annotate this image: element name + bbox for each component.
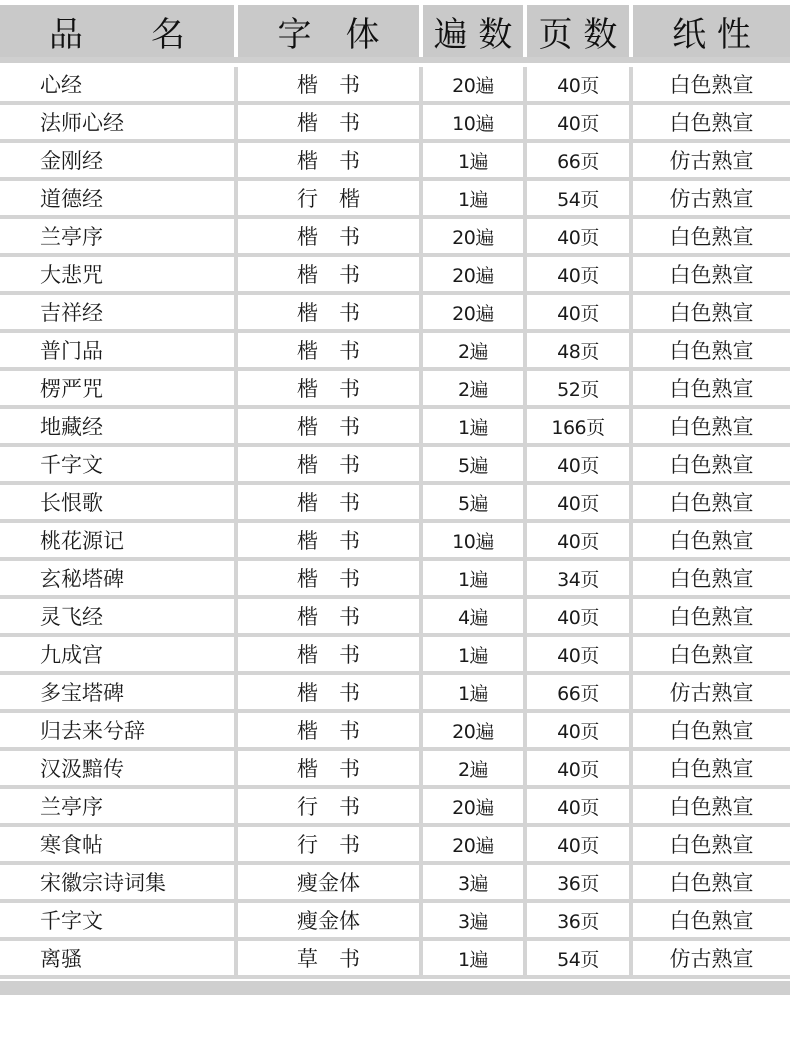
cell-paper: 白色熟宣 xyxy=(669,757,754,781)
cell-name: 心经 xyxy=(0,67,238,101)
cell-paper: 白色熟宣 xyxy=(669,909,754,933)
cell-pages: 48页 xyxy=(527,333,633,367)
cell-paper: 白色熟宣 xyxy=(669,719,754,743)
cell-paper: 白色熟宣 xyxy=(669,225,754,249)
cell-font: 楷 书 xyxy=(238,219,423,253)
cell-font: 瘦金体 xyxy=(238,903,423,937)
table-row xyxy=(0,903,790,941)
table-row xyxy=(0,219,790,257)
cell-name: 大悲咒 xyxy=(0,257,238,291)
cell-pages: 54页 xyxy=(527,181,633,215)
cell-paper: 仿古熟宣 xyxy=(669,187,754,211)
cell-count: 10遍 xyxy=(423,105,527,139)
cell-name: 地藏经 xyxy=(0,409,238,443)
cell-name: 长恨歌 xyxy=(0,485,238,519)
cell-count: 1遍 xyxy=(423,941,527,975)
cell-font: 行 书 xyxy=(238,789,423,823)
cell-pages: 40页 xyxy=(527,789,633,823)
table-row xyxy=(0,333,790,371)
cell-count: 1遍 xyxy=(423,637,527,671)
cell-font: 瘦金体 xyxy=(238,865,423,899)
table-row xyxy=(0,675,790,713)
cell-pages: 166页 xyxy=(527,409,633,443)
table-body xyxy=(0,67,790,979)
cell-paper: 白色熟宣 xyxy=(669,871,754,895)
cell-font: 草 书 xyxy=(238,941,423,975)
cell-pages: 40页 xyxy=(527,599,633,633)
cell-font: 楷 书 xyxy=(238,713,423,747)
cell-paper: 白色熟宣 xyxy=(669,111,754,135)
table-row xyxy=(0,713,790,751)
cell-paper: 白色熟宣 xyxy=(669,491,754,515)
cell-paper: 白色熟宣 xyxy=(669,301,754,325)
cell-count: 20遍 xyxy=(423,257,527,291)
table-header xyxy=(0,5,790,63)
table-row xyxy=(0,561,790,599)
cell-font: 楷 书 xyxy=(238,523,423,557)
cell-pages: 66页 xyxy=(527,675,633,709)
table-row xyxy=(0,409,790,447)
cell-name: 千字文 xyxy=(0,447,238,481)
header-pages: 页 数 xyxy=(527,5,633,57)
cell-font: 楷 书 xyxy=(238,143,423,177)
cell-pages: 40页 xyxy=(527,295,633,329)
table-footer-bar xyxy=(0,981,790,995)
header-paper: 纸 性 xyxy=(633,5,790,57)
cell-name: 金刚经 xyxy=(0,143,238,177)
cell-name: 灵飞经 xyxy=(0,599,238,633)
cell-pages: 40页 xyxy=(527,523,633,557)
cell-paper: 白色熟宣 xyxy=(669,795,754,819)
cell-name: 九成宫 xyxy=(0,637,238,671)
table-row xyxy=(0,599,790,637)
cell-pages: 40页 xyxy=(527,447,633,481)
table-row xyxy=(0,751,790,789)
cell-count: 20遍 xyxy=(423,219,527,253)
cell-name: 楞严咒 xyxy=(0,371,238,405)
cell-count: 1遍 xyxy=(423,561,527,595)
table-row xyxy=(0,865,790,903)
cell-pages: 66页 xyxy=(527,143,633,177)
cell-pages: 40页 xyxy=(527,105,633,139)
cell-paper: 白色熟宣 xyxy=(669,567,754,591)
table-row xyxy=(0,257,790,295)
cell-pages: 40页 xyxy=(527,485,633,519)
cell-pages: 40页 xyxy=(527,219,633,253)
cell-count: 20遍 xyxy=(423,295,527,329)
cell-name: 寒食帖 xyxy=(0,827,238,861)
cell-count: 1遍 xyxy=(423,181,527,215)
cell-paper: 白色熟宣 xyxy=(669,605,754,629)
cell-font: 楷 书 xyxy=(238,295,423,329)
table-row xyxy=(0,827,790,865)
cell-name: 道德经 xyxy=(0,181,238,215)
header-count: 遍 数 xyxy=(423,5,527,57)
cell-font: 楷 书 xyxy=(238,371,423,405)
table-row xyxy=(0,105,790,143)
header-name: 品 名 xyxy=(0,5,238,57)
table-row xyxy=(0,295,790,333)
cell-count: 5遍 xyxy=(423,485,527,519)
cell-paper: 白色熟宣 xyxy=(669,643,754,667)
cell-name: 归去来兮辞 xyxy=(0,713,238,747)
cell-name: 多宝塔碑 xyxy=(0,675,238,709)
table-row xyxy=(0,789,790,827)
table-row xyxy=(0,447,790,485)
cell-font: 楷 书 xyxy=(238,599,423,633)
cell-paper: 仿古熟宣 xyxy=(669,681,754,705)
cell-font: 楷 书 xyxy=(238,67,423,101)
cell-pages: 40页 xyxy=(527,827,633,861)
cell-font: 行 楷 xyxy=(238,181,423,215)
product-table xyxy=(0,5,790,995)
cell-font: 楷 书 xyxy=(238,447,423,481)
cell-paper: 仿古熟宣 xyxy=(669,947,754,971)
cell-paper: 白色熟宣 xyxy=(669,339,754,363)
cell-pages: 36页 xyxy=(527,903,633,937)
cell-name: 汉汲黯传 xyxy=(0,751,238,785)
cell-paper: 白色熟宣 xyxy=(669,73,754,97)
cell-pages: 54页 xyxy=(527,941,633,975)
cell-paper: 白色熟宣 xyxy=(669,833,754,857)
cell-count: 3遍 xyxy=(423,865,527,899)
table-row xyxy=(0,637,790,675)
cell-count: 20遍 xyxy=(423,827,527,861)
cell-count: 20遍 xyxy=(423,789,527,823)
cell-font: 楷 书 xyxy=(238,105,423,139)
cell-pages: 40页 xyxy=(527,257,633,291)
cell-count: 2遍 xyxy=(423,371,527,405)
cell-name: 兰亭序 xyxy=(0,789,238,823)
cell-pages: 34页 xyxy=(527,561,633,595)
cell-font: 楷 书 xyxy=(238,485,423,519)
table-row xyxy=(0,371,790,409)
cell-font: 楷 书 xyxy=(238,561,423,595)
cell-paper: 白色熟宣 xyxy=(669,263,754,287)
table-row xyxy=(0,523,790,561)
cell-count: 4遍 xyxy=(423,599,527,633)
cell-name: 宋徽宗诗词集 xyxy=(0,865,238,899)
cell-pages: 40页 xyxy=(527,751,633,785)
cell-pages: 40页 xyxy=(527,637,633,671)
cell-font: 楷 书 xyxy=(238,333,423,367)
cell-pages: 40页 xyxy=(527,67,633,101)
cell-font: 楷 书 xyxy=(238,637,423,671)
cell-name: 桃花源记 xyxy=(0,523,238,557)
cell-count: 5遍 xyxy=(423,447,527,481)
table-row xyxy=(0,67,790,105)
cell-paper: 白色熟宣 xyxy=(669,377,754,401)
cell-paper: 白色熟宣 xyxy=(669,415,754,439)
cell-count: 10遍 xyxy=(423,523,527,557)
cell-count: 1遍 xyxy=(423,409,527,443)
cell-name: 法师心经 xyxy=(0,105,238,139)
cell-name: 玄秘塔碑 xyxy=(0,561,238,595)
cell-count: 1遍 xyxy=(423,143,527,177)
cell-count: 2遍 xyxy=(423,751,527,785)
cell-paper: 白色熟宣 xyxy=(669,453,754,477)
cell-paper: 仿古熟宣 xyxy=(669,149,754,173)
cell-font: 行 书 xyxy=(238,827,423,861)
cell-paper: 白色熟宣 xyxy=(669,529,754,553)
cell-count: 2遍 xyxy=(423,333,527,367)
cell-pages: 52页 xyxy=(527,371,633,405)
cell-name: 千字文 xyxy=(0,903,238,937)
cell-name: 兰亭序 xyxy=(0,219,238,253)
cell-font: 楷 书 xyxy=(238,751,423,785)
header-font: 字 体 xyxy=(238,5,423,57)
cell-pages: 36页 xyxy=(527,865,633,899)
cell-name: 吉祥经 xyxy=(0,295,238,329)
cell-count: 3遍 xyxy=(423,903,527,937)
cell-count: 20遍 xyxy=(423,713,527,747)
cell-count: 20遍 xyxy=(423,67,527,101)
cell-name: 离骚 xyxy=(0,941,238,975)
cell-count: 1遍 xyxy=(423,675,527,709)
cell-pages: 40页 xyxy=(527,713,633,747)
cell-font: 楷 书 xyxy=(238,257,423,291)
table-row xyxy=(0,485,790,523)
table-row xyxy=(0,143,790,181)
cell-name: 普门品 xyxy=(0,333,238,367)
cell-font: 楷 书 xyxy=(238,675,423,709)
table-row xyxy=(0,181,790,219)
table-row xyxy=(0,941,790,979)
cell-font: 楷 书 xyxy=(238,409,423,443)
